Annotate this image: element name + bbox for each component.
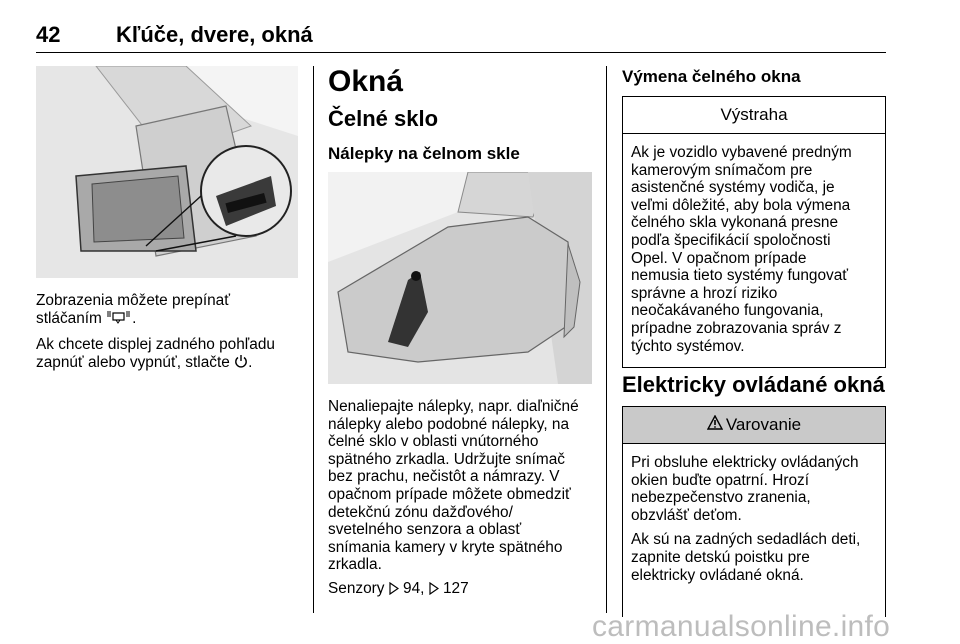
- chapter-title: Kľúče, dvere, okná: [116, 22, 313, 47]
- display-toggle-paragraph: [36, 336, 298, 373]
- warning-line: asistenčné systémy vodiča, je: [631, 179, 835, 197]
- windscreen-replacement-heading: Výmena čelného okna: [622, 67, 801, 86]
- power-windows-heading: Elektricky ovládané okná: [622, 372, 885, 397]
- caution-box-title: Varovanie: [725, 415, 802, 434]
- warning-line: podľa špecifikácií spoločnosti: [631, 231, 831, 249]
- warning-box: [622, 96, 886, 368]
- windscreen-sensor-figure: [328, 172, 592, 384]
- sensors-label: Senzory: [328, 579, 385, 597]
- page-header: [36, 22, 886, 52]
- stickers-line: snímania kamery v kryte spätného: [328, 538, 563, 556]
- page-reference-arrow-icon: [389, 582, 399, 600]
- rear-view-mirror-figure: [36, 66, 298, 278]
- stickers-line: nálepky alebo podobné nálepky, na: [328, 415, 570, 433]
- view-switch-paragraph: [36, 292, 298, 329]
- header-rule: [36, 52, 886, 53]
- caution-box: [622, 406, 886, 617]
- display-toggle-text-3: .: [248, 353, 253, 371]
- stickers-line: čelné sklo v oblasti vnútorného: [328, 433, 539, 451]
- stickers-line: bez prachu, nečistôt a námrazy. V: [328, 468, 560, 486]
- watermark: carmanualsonline.info: [592, 610, 891, 643]
- warning-triangle-icon: [707, 415, 723, 435]
- warning-line: prípadne zobrazovania správ z: [631, 319, 842, 337]
- caution-line: elektricky ovládané okná.: [631, 566, 804, 584]
- caution-line: nebezpečenstvo zranenia,: [631, 489, 811, 507]
- stickers-heading: Nálepky na čelnom skle: [328, 144, 520, 163]
- view-switch-text-1: Zobrazenia môžete prepínať: [36, 292, 230, 309]
- windscreen-sensor-illustration: [328, 172, 592, 384]
- caution-line: Ak sú na zadných sedadlách deti,: [631, 531, 861, 549]
- stickers-line: opačnom prípade môžete obmedziť: [328, 485, 571, 503]
- stickers-line: svetelného senzora a oblasť: [328, 521, 522, 539]
- camera-view-button-icon: [106, 310, 132, 330]
- stickers-line: spätného zrkadla. Udržujte snímač: [328, 450, 565, 468]
- caution-paragraph-2: [631, 531, 877, 584]
- column-divider-2: [606, 66, 607, 613]
- stickers-line: detekčnú zónu dažďového/: [328, 503, 513, 521]
- page-number: 42: [36, 22, 61, 47]
- page-reference-arrow-icon: [429, 582, 439, 600]
- warning-line: neočakávaného fungovania,: [631, 302, 824, 320]
- warning-paragraph: [631, 144, 877, 355]
- warning-box-title: Výstraha: [623, 97, 885, 134]
- view-switch-text-3: .: [132, 309, 137, 327]
- sensors-separator: ,: [420, 579, 425, 597]
- column-divider-1: [313, 66, 314, 613]
- caution-paragraph-1: [631, 454, 877, 524]
- caution-line: zapnite detskú poistku pre: [631, 548, 810, 566]
- mirror-display-illustration: [36, 66, 298, 278]
- caution-line: okien buďte opatrní. Hrozí: [631, 471, 809, 489]
- warning-line: kamerovým snímačom pre: [631, 161, 813, 179]
- warning-line: Ak je vozidlo vybavené predným: [631, 144, 852, 161]
- view-switch-text-2: stláčaním: [36, 309, 107, 327]
- warning-line: nemusia tieto systémy fungovať: [631, 267, 849, 285]
- stickers-line: Nenaliepajte nálepky, napr. diaľničné: [328, 398, 579, 415]
- warning-line: veľmi dôležité, aby bola výmena: [631, 196, 851, 214]
- warning-line: Opel. V opačnom prípade: [631, 249, 807, 267]
- sensors-page-link-2[interactable]: 127: [443, 579, 469, 597]
- caution-box-header: [623, 407, 885, 444]
- sensors-page-link-1[interactable]: 94: [403, 579, 421, 597]
- caution-line: Pri obsluhe elektricky ovládaných: [631, 454, 859, 471]
- warning-line: týchto systémov.: [631, 337, 745, 355]
- caution-line: obzvlášť deťom.: [631, 506, 742, 524]
- warning-line: správne a hrozí riziko: [631, 284, 778, 302]
- display-toggle-text-1: Ak chcete displej zadného pohľadu: [36, 336, 275, 354]
- stickers-line: zrkadla.: [328, 556, 382, 574]
- sensors-reference: [328, 580, 592, 600]
- display-toggle-text-2: zapnúť alebo vypnúť, stlačte: [36, 353, 235, 371]
- subsection-title: Čelné sklo: [328, 106, 439, 131]
- warning-line: čelného skla vykonaná presne: [631, 214, 839, 232]
- column-middle: [328, 65, 592, 597]
- power-button-icon: [234, 354, 248, 374]
- stickers-paragraph: [328, 398, 592, 574]
- section-title: Okná: [328, 65, 404, 98]
